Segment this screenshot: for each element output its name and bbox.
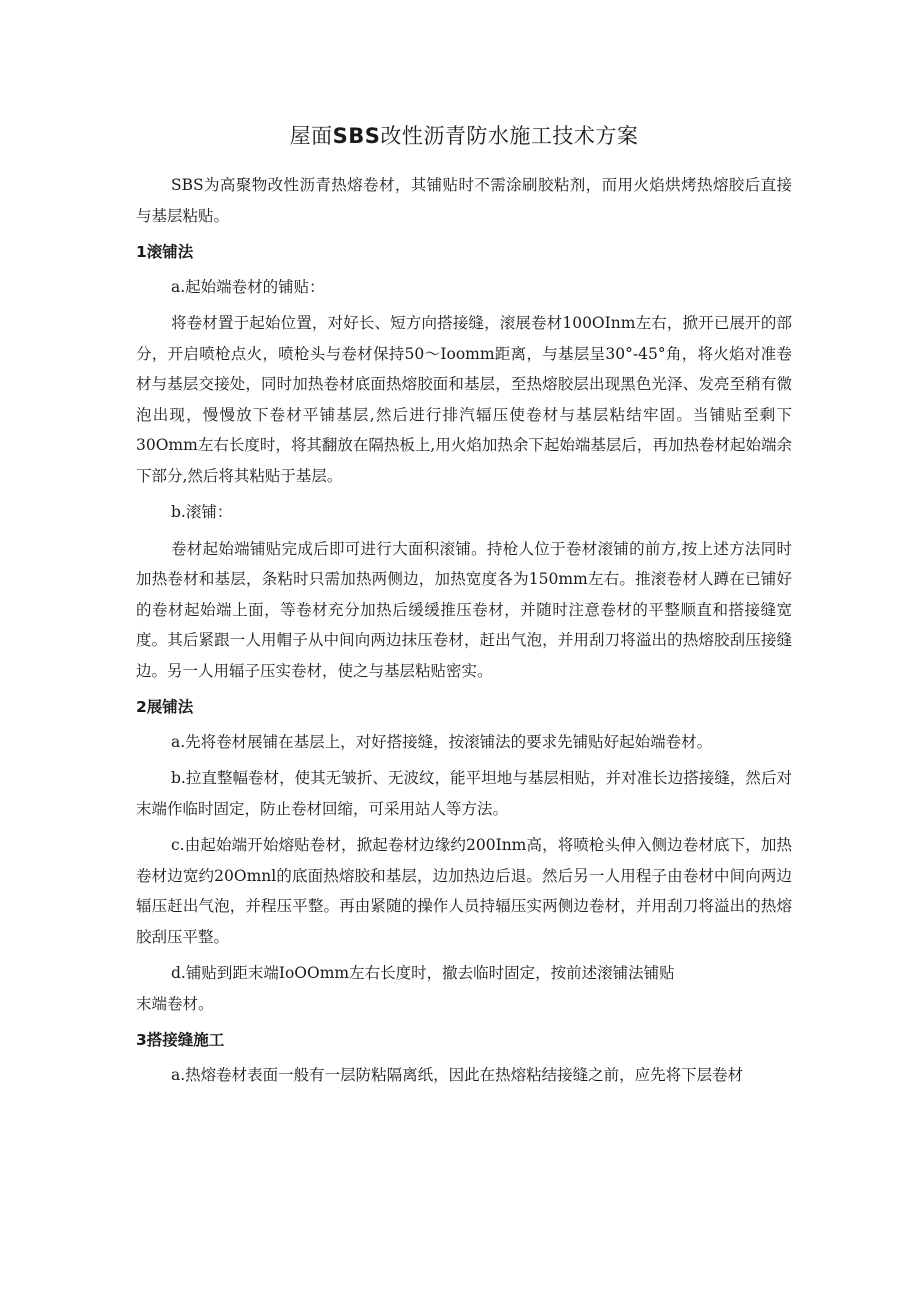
section-heading-2: 2展铺法 — [136, 698, 194, 716]
paragraph-c2: c.由起始端开始熔贴卷材，掀起卷材边缘约200Inm高，将喷枪头伸入侧边卷材底下，加热卷材边宽约20Omnl的底面热熔胶和基层，边加热边后退。然后另一人用程子由卷材中间向两边辐压赶出气泡，并程压平整。再由紧随的操作人员持辐压实两侧边卷材，并用刮刀将溢出的热熔胶刮压平整。 — [136, 836, 792, 946]
paragraph-a3: a.热熔卷材表面一般有一层防粘隔离纸，因此在热熔粘结接缝之前，应先将下层卷材 — [171, 1065, 744, 1084]
title-suffix: 改性沥青防水施工技术方案 — [380, 124, 639, 148]
paragraph-a1-body: 将卷材置于起始位置，对好长、短方向搭接缝，滚展卷材100OInm左右，掀开已展开的部分，开启喷枪点火，喷枪头与卷材保持50～Ioomm距离，与基层呈30°-45°角，将火焰对准卷材与基层交接处，同时加热卷材底面热熔胶面和基层，至热熔胶层出现黑色光泽、发亮至稍有微泡出现，慢慢放下卷材平铺基层,然后进行排汽辐压使卷材与基层粘结牢固。当铺贴至剩下30Omm左右长度时，将其翻放在隔热板上,用火焰加热余下起始端基层后，再加热卷材起始端余下部分,然后将其粘贴于基层。 — [136, 314, 792, 485]
section-heading-1: 1滚铺法 — [136, 243, 194, 261]
section-heading-3: 3搭接缝施工 — [136, 1031, 225, 1049]
document-page — [136, 118, 792, 1090]
paragraph-d2-line1: d.铺贴到距末端IoOOmm左右长度时，撤去临时固定，按前述滚铺法铺贴 — [171, 964, 675, 982]
paragraph-b2: b.拉直整幅卷材，使其无皱折、无波纹，能平坦地与基层相贴，并对准长边搭接缝，然后对末端作临时固定，防止卷材回缩，可采用站人等方法。 — [136, 769, 792, 818]
subheading-a1: a.起始端卷材的铺贴： — [171, 277, 325, 296]
paragraph-b1-body: 卷材起始端铺贴完成后即可进行大面积滚铺。持枪人位于卷材滚铺的前方,按上述方法同时加热卷材和基层，条粘时只需加热两侧边，加热宽度各为150mm左右。推滚卷材人蹲在已铺好的卷材起始端上面，等卷材充分加热后缓缓推压卷材，并随时注意卷材的平整顺直和搭接缝宽度。其后紧跟一人用帽子从中间向两边抹压卷材，赶出气泡，并用刮刀将溢出的热熔胶刮压接缝边。另一人用辐子压实卷材，使之与基层粘贴密实。 — [136, 539, 792, 680]
title-prefix: 屋面 — [289, 124, 333, 148]
paragraph-d2-line2: 末端卷材。 — [136, 994, 214, 1013]
paragraph-a2: a.先将卷材展铺在基层上，对好搭接缝，按滚铺法的要求先铺贴好起始端卷材。 — [171, 732, 713, 751]
title-en: SBS — [332, 124, 381, 148]
document-title — [136, 118, 792, 154]
intro-paragraph: SBS为高聚物改性沥青热熔卷材，其铺贴时不需涂刷胶粘剂，而用火焰烘烤热熔胶后直接与基层粘贴。 — [136, 176, 792, 225]
subheading-b1: b.滚铺： — [171, 503, 233, 521]
